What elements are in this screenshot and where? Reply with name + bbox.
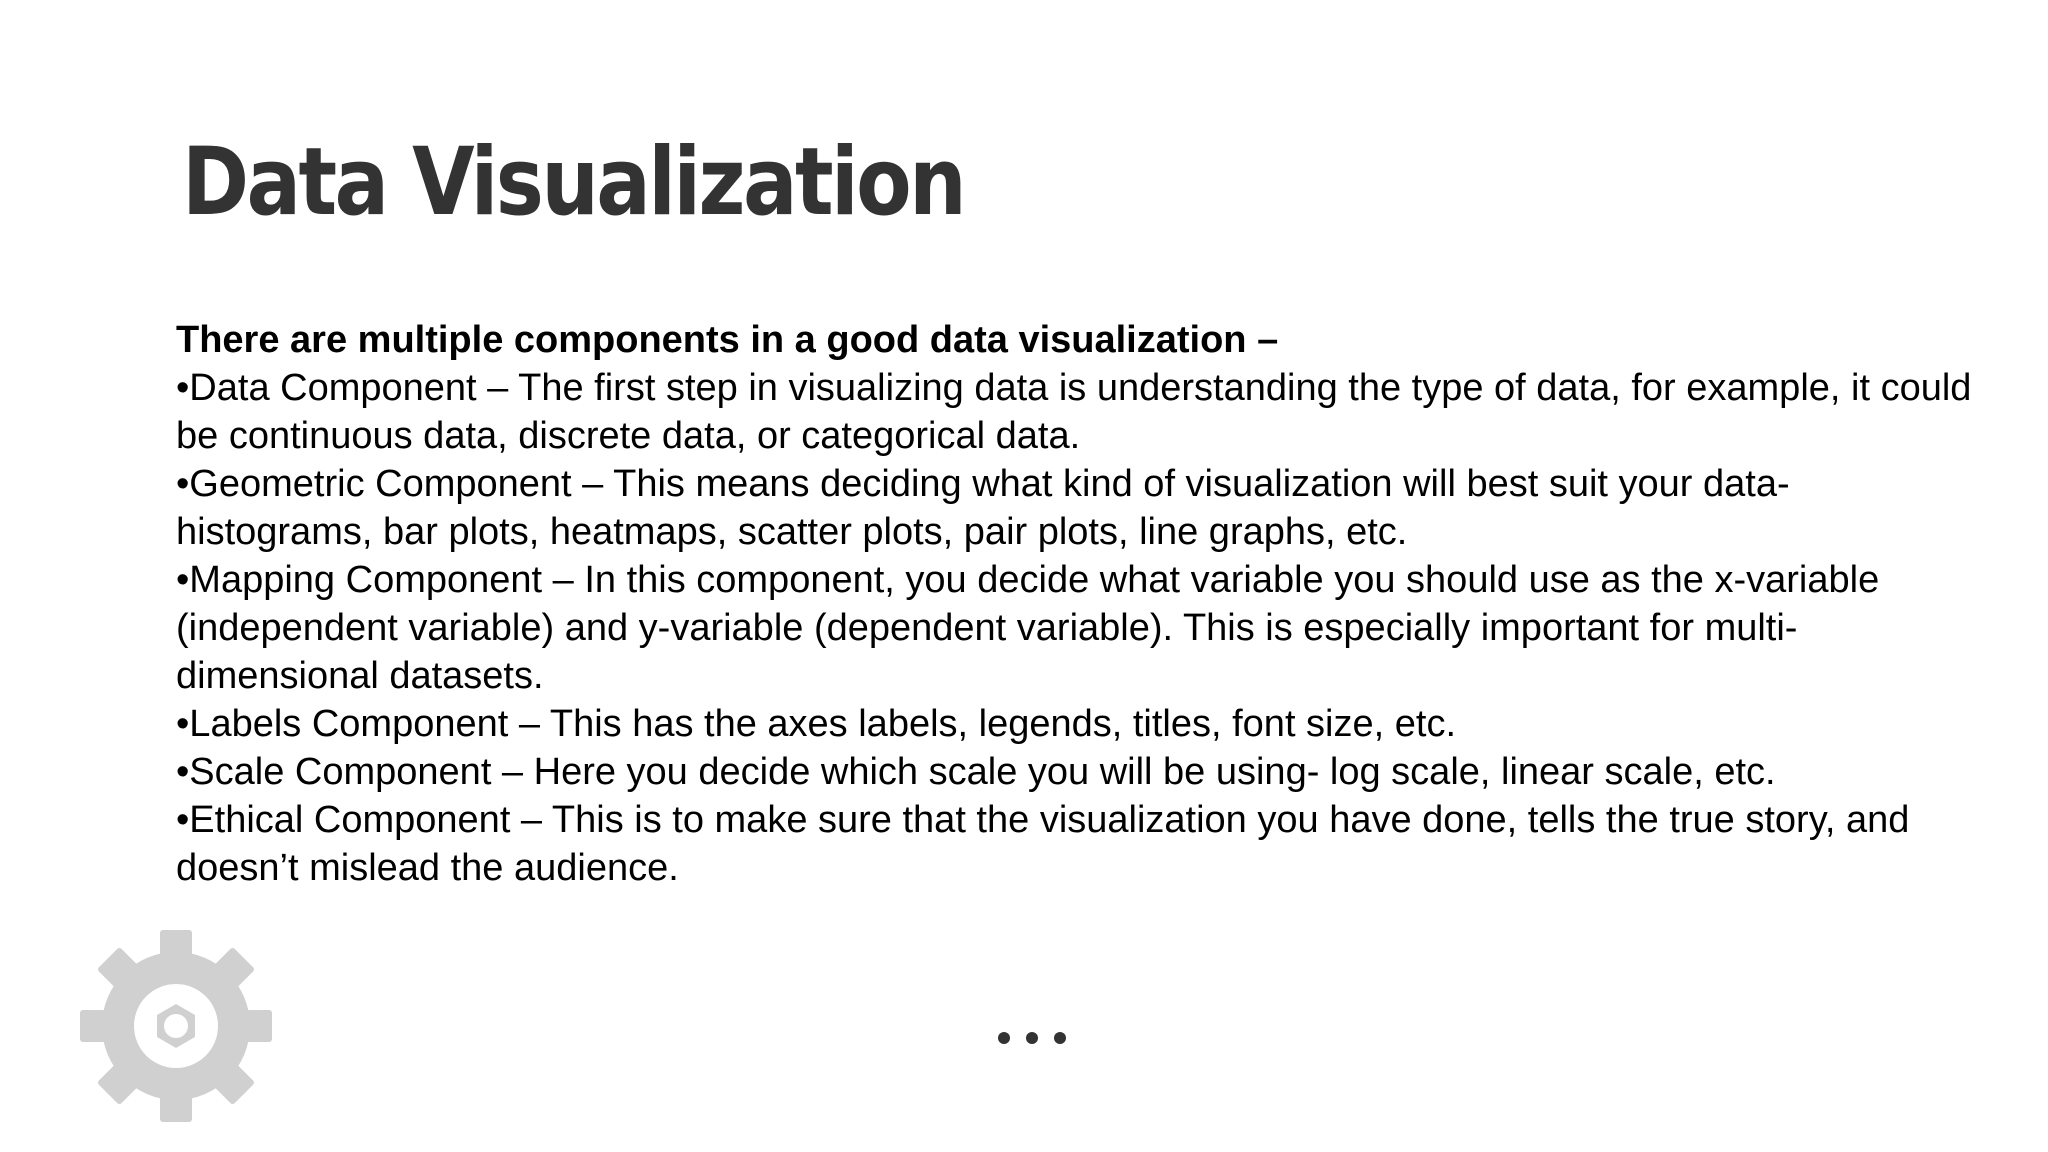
bullet-mapping-component: •Mapping Component – In this component, you decide what variable you should use as the x-variable (independent variable) and y-variable (dependent variable). This is especially important for multi- dimensional datasets. (176, 559, 1880, 697)
bullet-data-component: •Data Component – The first step in visualizing data is understanding the type of data, for example, it could be continuous data, discrete data, or categorical data. (176, 367, 1972, 457)
more-dots-icon[interactable] (996, 1030, 1068, 1046)
slide-body (176, 316, 1976, 892)
bullet-geometric-component: •Geometric Component – This means deciding what kind of visualization will best suit your data- histograms, bar plots, heatmaps, scatter plots, pair plots, line graphs, etc. (176, 463, 1790, 553)
gear-icon (76, 926, 276, 1126)
bullet-ethical-component: •Ethical Component – This is to make sure that the visualization you have done, tells the true story, and doesn’t mislead the audience. (176, 799, 1910, 889)
slide-title: Data Visualization (182, 128, 965, 237)
bullet-labels-component: •Labels Component – This has the axes labels, legends, titles, font size, etc. (176, 703, 1456, 745)
bullet-scale-component: •Scale Component – Here you decide which scale you will be using- log scale, linear scale, etc. (176, 751, 1776, 793)
intro-text: There are multiple components in a good data visualization – (176, 319, 1279, 361)
